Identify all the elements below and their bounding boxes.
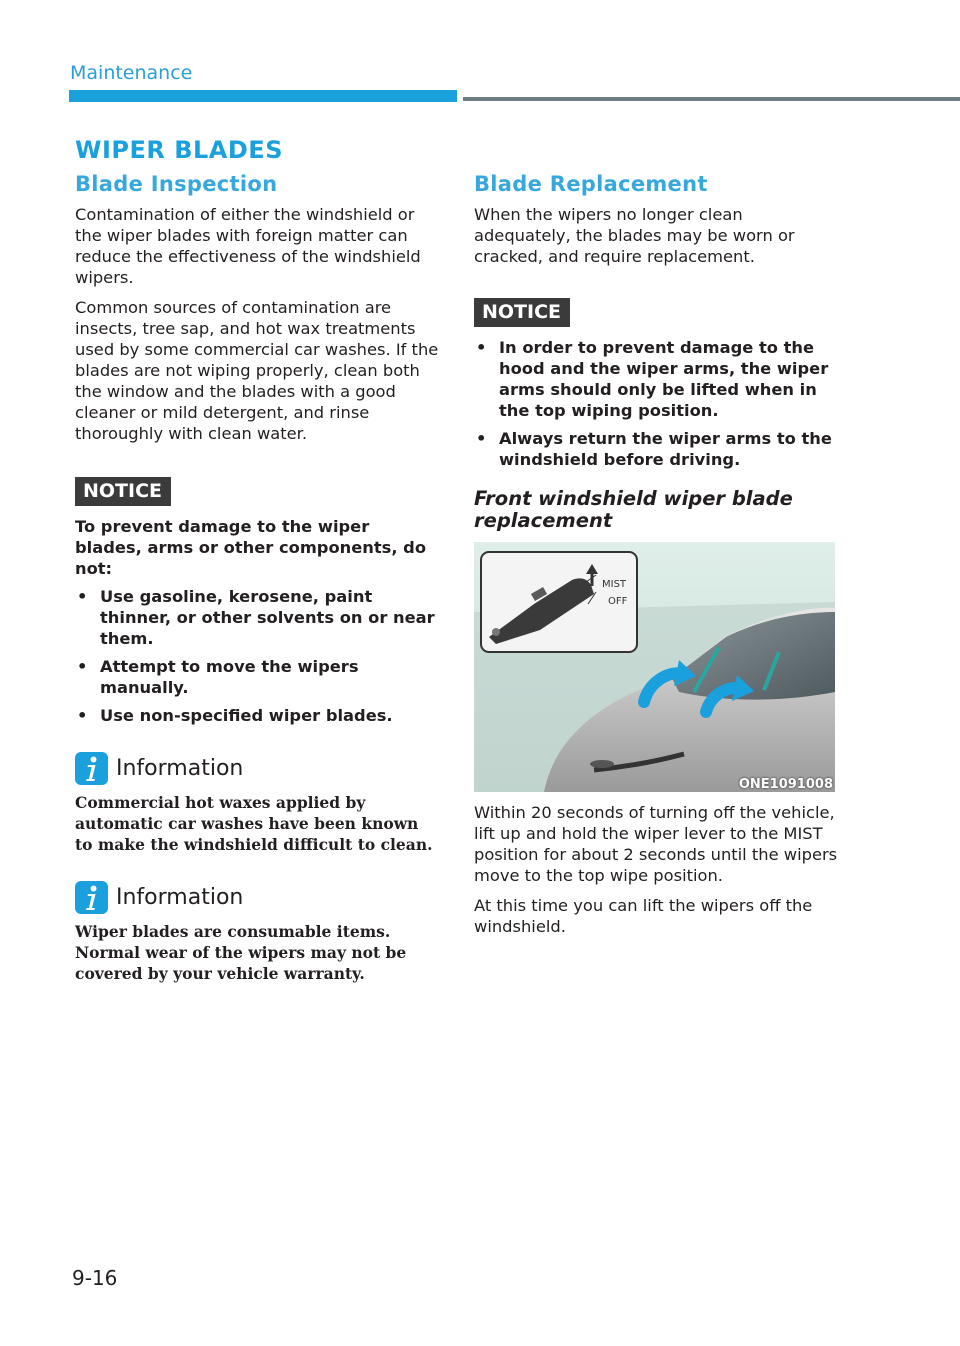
notice-badge: NOTICE <box>474 298 570 327</box>
notice-badge: NOTICE <box>75 477 171 506</box>
information-box <box>75 752 440 855</box>
notice-list <box>75 586 440 726</box>
wiper-illustration <box>474 542 835 792</box>
notice-intro: To prevent damage to the wiper blades, arms or other components, do not: <box>75 517 427 578</box>
label-mist: MIST <box>602 579 627 590</box>
notice-item: • Always return the wiper arms to the windshield before driving. <box>474 428 839 470</box>
notice-item: • Attempt to move the wipers manually. <box>75 656 440 698</box>
section-title: WIPER BLADES <box>75 136 283 164</box>
header-title: Maintenance <box>70 62 193 84</box>
blade-inspection-heading: Blade Inspection <box>75 172 278 196</box>
inspection-paragraph: Contamination of either the windshield or the wiper blades with foreign matter can reduce the effectiveness of the windshield wipers. <box>75 205 421 287</box>
header-accent-bar <box>69 90 457 102</box>
inspection-paragraph: Common sources of contamination are insects, tree sap, and hot wax treatments used by some commercial car washes. If the blades are not wiping properly, clean both the window and the blades with a good cleaner or mild detergent, and rinse thoroughly with clean water. <box>75 298 439 443</box>
info-icon <box>75 752 108 785</box>
blade-replacement-heading: Blade Replacement <box>474 172 708 196</box>
information-text: Commercial hot waxes applied by automatic car washes have been known to make the windshield difficult to clean. <box>75 793 433 854</box>
information-title: Information <box>116 756 244 781</box>
replacement-intro: When the wipers no longer clean adequately, the blades may be worn or cracked, and require replacement. <box>474 205 795 266</box>
wiper-figure <box>474 542 835 792</box>
label-off: OFF <box>608 596 628 607</box>
information-title: Information <box>116 885 244 910</box>
notice-list <box>474 337 839 470</box>
information-header <box>75 752 440 785</box>
replacement-paragraph: At this time you can lift the wipers off the windshield. <box>474 896 813 936</box>
information-text: Wiper blades are consumable items. Normal wear of the wipers may not be covered by your vehicle warranty. <box>75 922 407 983</box>
replacement-paragraph: Within 20 seconds of turning off the vehicle, lift up and hold the wiper lever to the MIST position for about 2 seconds until the wipers move to the top wipe position. <box>474 803 838 885</box>
page-number: 9-16 <box>72 1266 118 1290</box>
notice-item: • Use non-specified wiper blades. <box>75 705 440 726</box>
emblem <box>590 760 614 768</box>
info-icon <box>75 881 108 914</box>
header-divider-bar <box>463 97 960 101</box>
information-box <box>75 881 440 984</box>
left-column <box>75 172 440 984</box>
lever-knob <box>492 628 500 636</box>
notice-item: • Use gasoline, kerosene, paint thinner, or other solvents on or near them. <box>75 586 440 649</box>
right-column <box>474 172 839 946</box>
front-wiper-subheading: Front windshield wiper blade replacement <box>474 487 793 532</box>
information-header <box>75 881 440 914</box>
figure-code: ONE1091008 <box>738 777 833 792</box>
notice-item: • In order to prevent damage to the hood and the wiper arms, the wiper arms should only be lifted when in the top wiping position. <box>474 337 839 421</box>
